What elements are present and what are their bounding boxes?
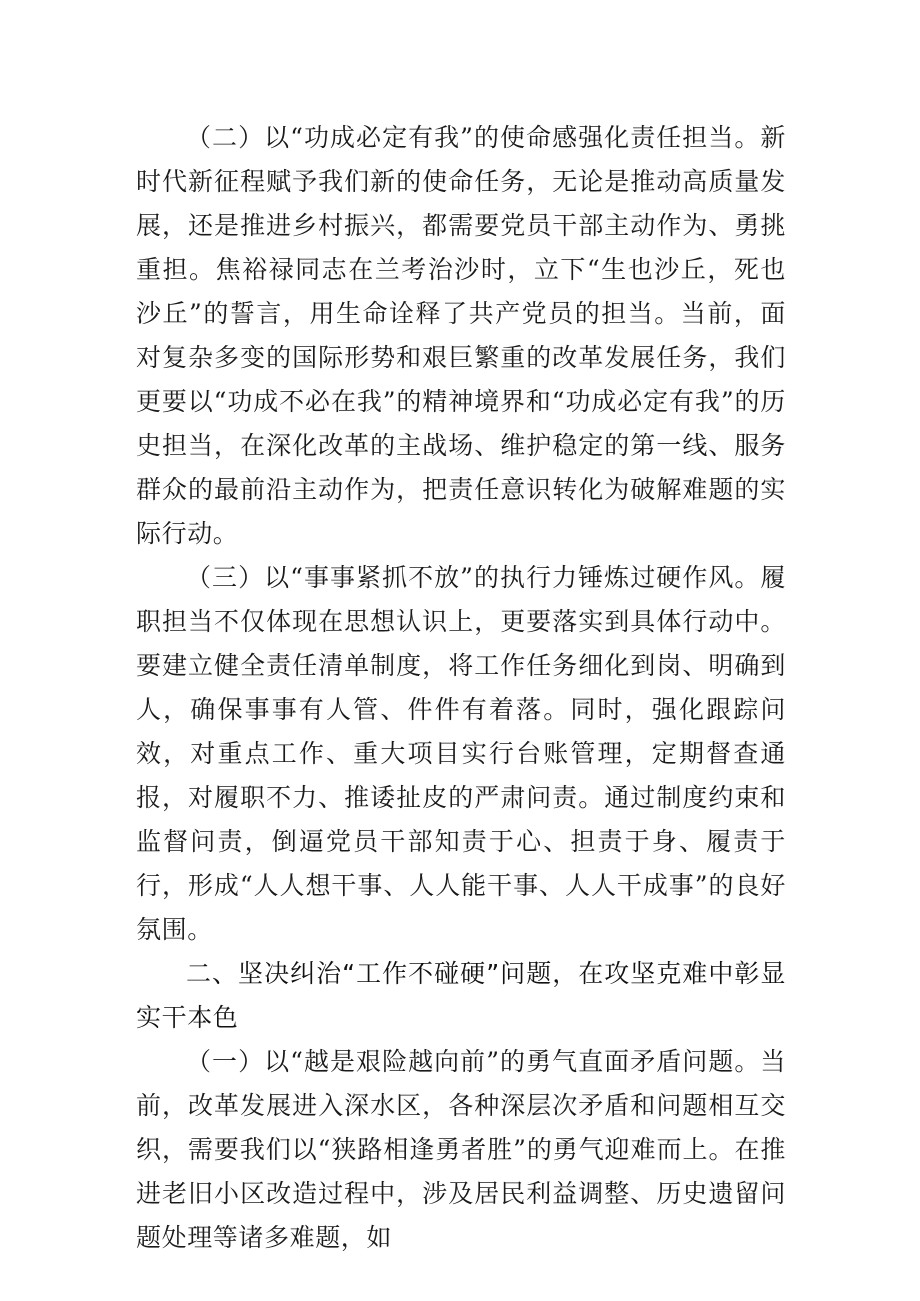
paragraph-section-1-2: （二）以“功成必定有我”的使命感强化责任担当。新时代新征程赋予我们新的使命任务，无论是推动高质量发展，还是推进乡村振兴，都需要党员干部主动作为、勇挑重担。焦裕禄同志在兰考治沙时，立下“生也沙丘，死也沙丘”的誓言，用生命诠释了共产党员的担当。当前，面对复杂多变的国际形势和艰巨繁重的改革发展任务，我们更要以“功成不必在我”的精神境界和“功成必定有我”的历史担当，在深化改革的主战场、维护稳定的第一线、服务群众的最前沿主动作为，把责任意识转化为破解难题的实际行动。 xyxy=(136,123,786,548)
section-heading-2: 二、坚决纠治“工作不碰硬”问题，在攻坚克难中彰显实干本色 xyxy=(136,959,786,1032)
document-body xyxy=(136,116,786,1260)
paragraph-section-2-1: （一）以“越是艰险越向前”的勇气直面矛盾问题。当前，改革发展进入深水区，各种深层次矛盾和问题相互交织，需要我们以“狭路相逢勇者胜”的勇气迎难而上。在推进老旧小区改造过程中，涉及居民利益调整、历史遗留问题处理等诸多难题，如 xyxy=(136,1047,786,1252)
paragraph-section-1-3: （三）以“事事紧抓不放”的执行力锤炼过硬作风。履职担当不仅体现在思想认识上，更要落实到具体行动中。要建立健全责任清单制度，将工作任务细化到岗、明确到人，确保事事有人管、件件有着落。同时，强化跟踪问效，对重点工作、重大项目实行台账管理，定期督查通报，对履职不力、推诿扯皮的严肃问责。通过制度约束和监督问责，倒逼党员干部知责于心、担责于身、履责于行，形成“人人想干事、人人能干事、人人干成事”的良好氛围。 xyxy=(136,563,786,944)
